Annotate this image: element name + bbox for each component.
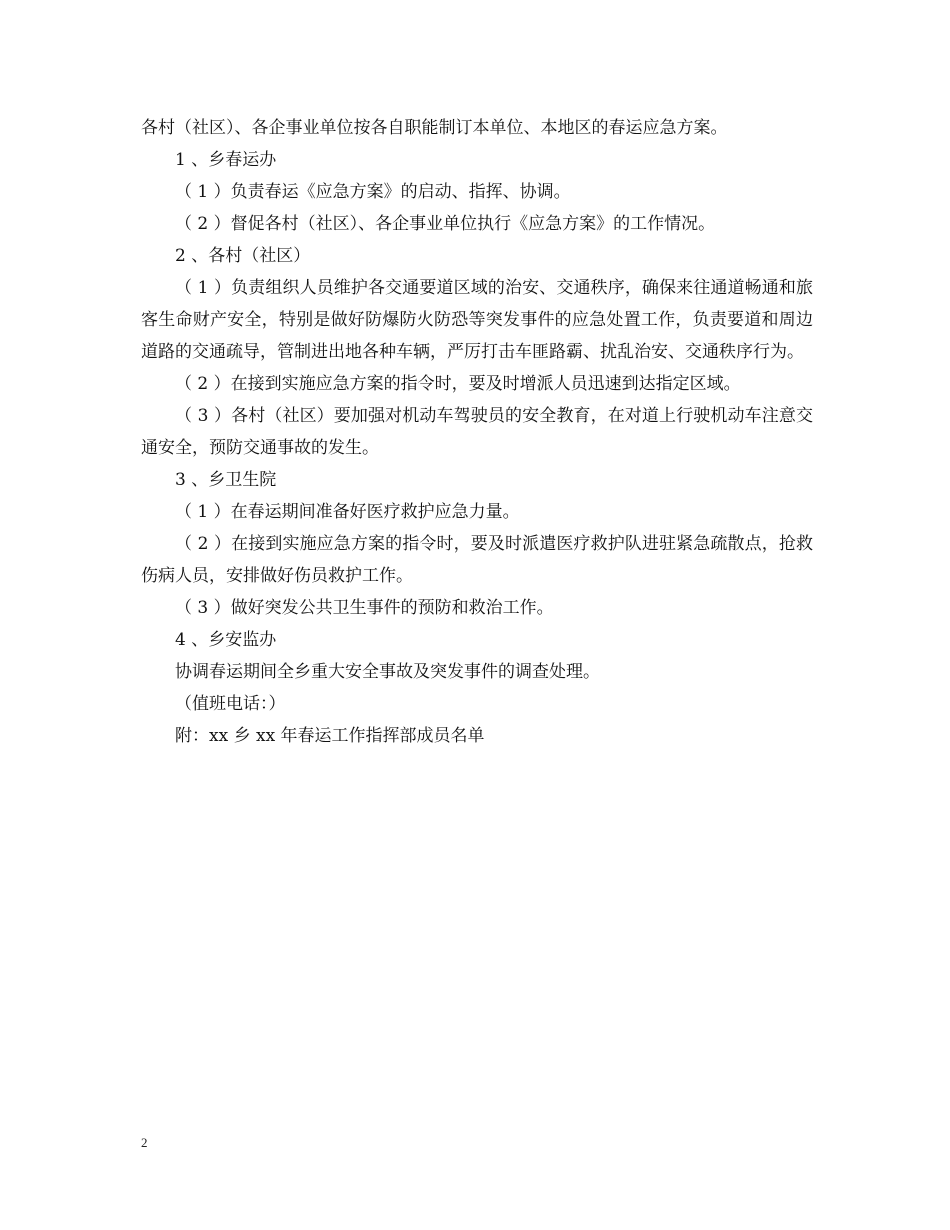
- paragraph-appendix: 附：xx 乡 xx 年春运工作指挥部成员名单: [175, 726, 485, 746]
- paragraph-office-item-2: （ 2 ）督促各村（社区）、各企事业单位执行《应急方案》的工作情况。: [175, 214, 716, 234]
- heading-villages: 2 、各村（社区）: [175, 246, 311, 266]
- heading-health-center: 3 、乡卫生院: [175, 470, 277, 490]
- paragraph-villages-item-1: （ 1 ）负责组织人员维护各交通要道区域的治安、交通秩序，确保来往通道畅通和旅客生命财产安全，特别是做好防爆防火防恐等突发事件的应急处置工作，负责要道和周边道路的交通疏导，管制进出地各种车辆，严厉打击车匪路霸、扰乱治安、交通秩序行为。: [141, 278, 813, 362]
- heading-safety-office: 4 、乡安监办: [175, 630, 277, 650]
- page-number: 2: [141, 1135, 148, 1150]
- paragraph-villages-item-3: （ 3 ）各村（社区）要加强对机动车驾驶员的安全教育，在对道上行驶机动车注意交通安全，预防交通事故的发生。: [141, 406, 813, 458]
- paragraph-villages-item-2: （ 2 ）在接到实施应急方案的指令时，要及时增派人员迅速到达指定区域。: [175, 374, 741, 394]
- paragraph-safety-item: 协调春运期间全乡重大安全事故及突发事件的调查处理。: [175, 662, 600, 682]
- heading-township-office: 1 、乡春运办: [175, 150, 277, 170]
- paragraph-health-item-1: （ 1 ）在春运期间准备好医疗救护应急力量。: [175, 502, 520, 522]
- paragraph-office-item-1: （ 1 ）负责春运《应急方案》的启动、指挥、协调。: [175, 182, 571, 202]
- paragraph-health-item-2: （ 2 ）在接到实施应急方案的指令时，要及时派遣医疗救护队进驻紧急疏散点，抢救伤病人员，安排做好伤员救护工作。: [141, 534, 813, 586]
- paragraph-scope: 各村（社区）、各企事业单位按各自职能制订本单位、本地区的春运应急方案。: [141, 118, 728, 138]
- paragraph-duty-phone: （值班电话：）: [175, 694, 286, 714]
- paragraph-health-item-3: （ 3 ）做好突发公共卫生事件的预防和救治工作。: [175, 598, 554, 618]
- document-body: [141, 112, 813, 752]
